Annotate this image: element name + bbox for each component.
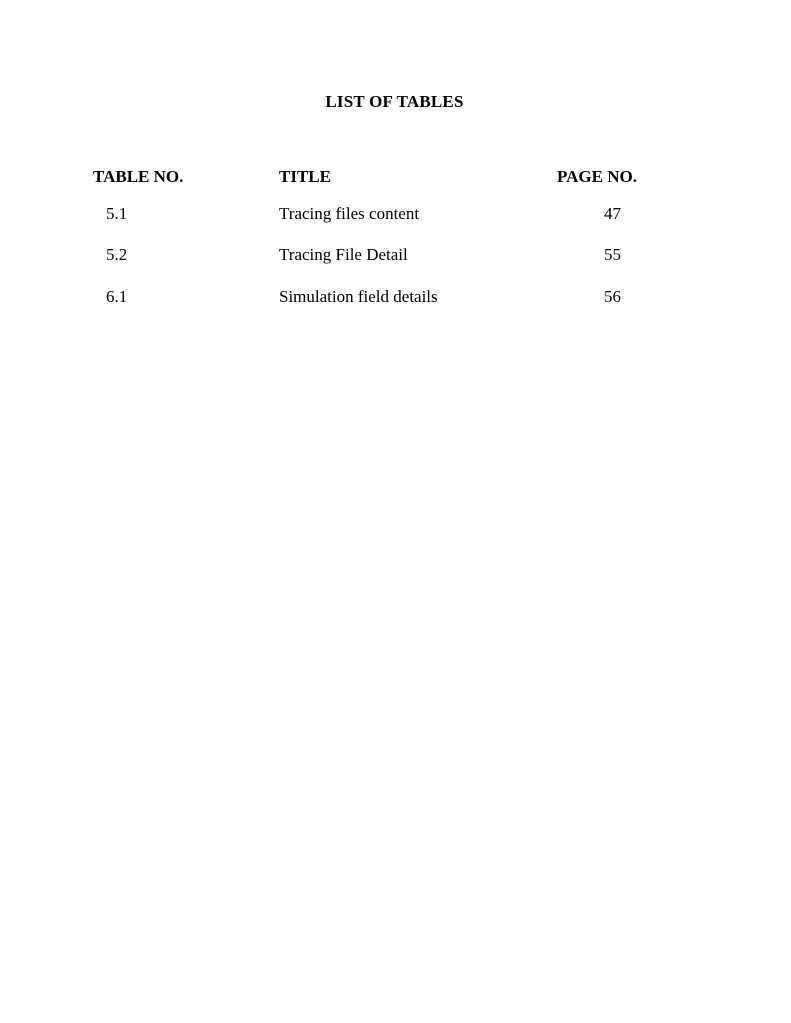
column-header-table-no: TABLE NO. <box>93 167 184 186</box>
column-header-title: TITLE <box>279 167 331 186</box>
page-title-text: LIST OF TABLES <box>325 92 464 111</box>
table-row <box>0 287 791 311</box>
table-number-cell: 5.1 <box>106 204 128 223</box>
page-number-cell: 55 <box>604 245 621 264</box>
table-title-cell: Tracing files content <box>279 204 420 223</box>
table-row <box>0 204 791 228</box>
page-number-cell: 47 <box>604 204 621 223</box>
table-row <box>0 245 791 269</box>
page-title <box>0 92 791 112</box>
table-number-cell: 6.1 <box>106 287 128 306</box>
page-number-cell: 56 <box>604 287 621 306</box>
table-title-cell: Tracing File Detail <box>279 245 408 264</box>
table-title-cell: Simulation field details <box>279 287 438 306</box>
column-header-page-no: PAGE NO. <box>557 167 637 186</box>
table-number-cell: 5.2 <box>106 245 128 264</box>
